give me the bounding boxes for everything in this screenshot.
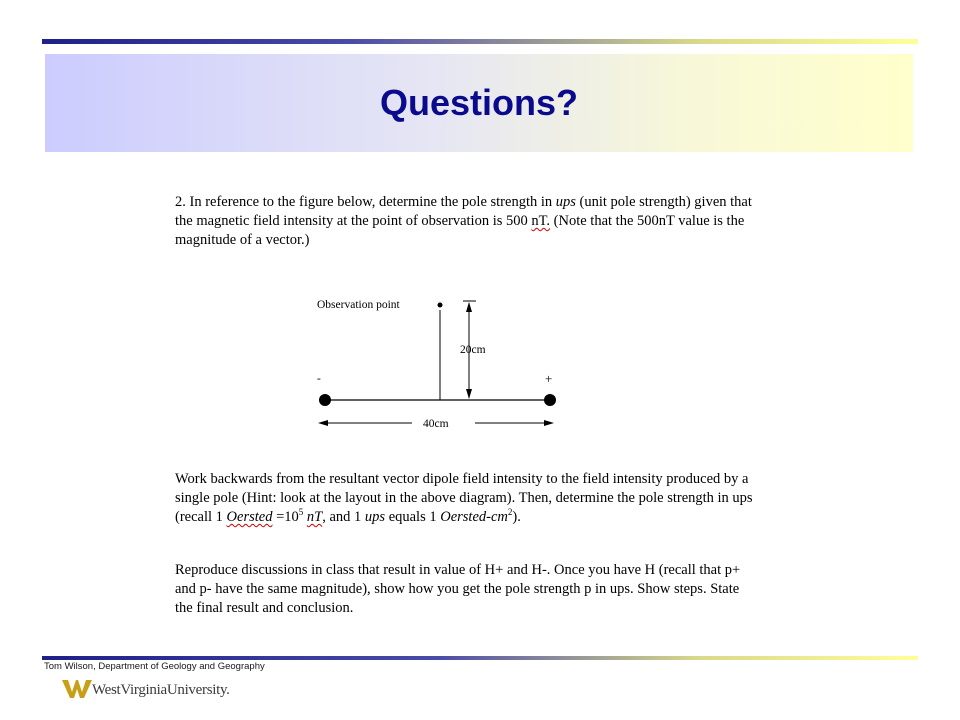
observation-dot [438, 303, 443, 308]
hint-text-e: equals 1 [385, 509, 441, 525]
width-label: 40cm [423, 418, 449, 430]
height-arrow-up [466, 302, 472, 312]
oersted-cm-term: Oersted-cm [440, 509, 508, 525]
hint-text-b: =10 [272, 509, 299, 525]
positive-pole [544, 394, 556, 406]
question-intro: 2. In reference to the figure below, determine the pole strength in [175, 194, 556, 210]
nt-term: nT. [531, 213, 551, 229]
exponent-five: 5 [298, 507, 304, 518]
top-rule [42, 39, 918, 44]
height-label: 20cm [460, 344, 486, 356]
hint-text-a: Work backwards from the resultant vector dipole field intensity to the field intensity produced by a single pole (Hint: look at the layout in the above diagram). Then, determine the pole strength in ups (recall 1 [175, 471, 753, 525]
dipole-diagram [300, 290, 580, 440]
width-arrow-right [544, 420, 554, 426]
width-arrow-left [318, 420, 328, 426]
question-end: (Note that the 500nT value is the magnitude of a vector.) [175, 213, 745, 248]
oersted-term: Oersted [226, 509, 273, 525]
hint-paragraph [175, 470, 755, 527]
wv-logo-icon [62, 678, 92, 700]
hint-text-d: , and 1 [322, 509, 365, 525]
plus-label: + [545, 371, 553, 386]
instructions-paragraph: Reproduce discussions in class that result in value of H+ and H-. Once you have H (recall that p+ and p- have the same magnitude), show how you get the pole strength p in ups. Show steps. State the final result and conclusion. [175, 562, 741, 616]
nt-term-2: nT [306, 509, 323, 525]
bottom-rule [42, 656, 918, 660]
slide-title: Questions? [379, 82, 579, 123]
ups-term-2: ups [364, 509, 386, 525]
hint-text-f: ). [512, 509, 521, 525]
wvu-logo-text: WestVirginiaUniversity. [92, 682, 230, 698]
title-band [45, 54, 913, 152]
question-paragraph [175, 193, 755, 250]
question-mid: (unit pole strength) given that the magnetic field intensity at the point of observation is 500 [175, 194, 752, 229]
exponent-two: 2 [507, 507, 513, 518]
ups-term: ups [555, 194, 576, 210]
minus-label: - [317, 373, 321, 385]
observation-point-label: Observation point [317, 299, 400, 311]
height-arrow-down [466, 389, 472, 399]
negative-pole [319, 394, 331, 406]
footer-credit: Tom Wilson, Department of Geology and Geography [44, 661, 265, 672]
